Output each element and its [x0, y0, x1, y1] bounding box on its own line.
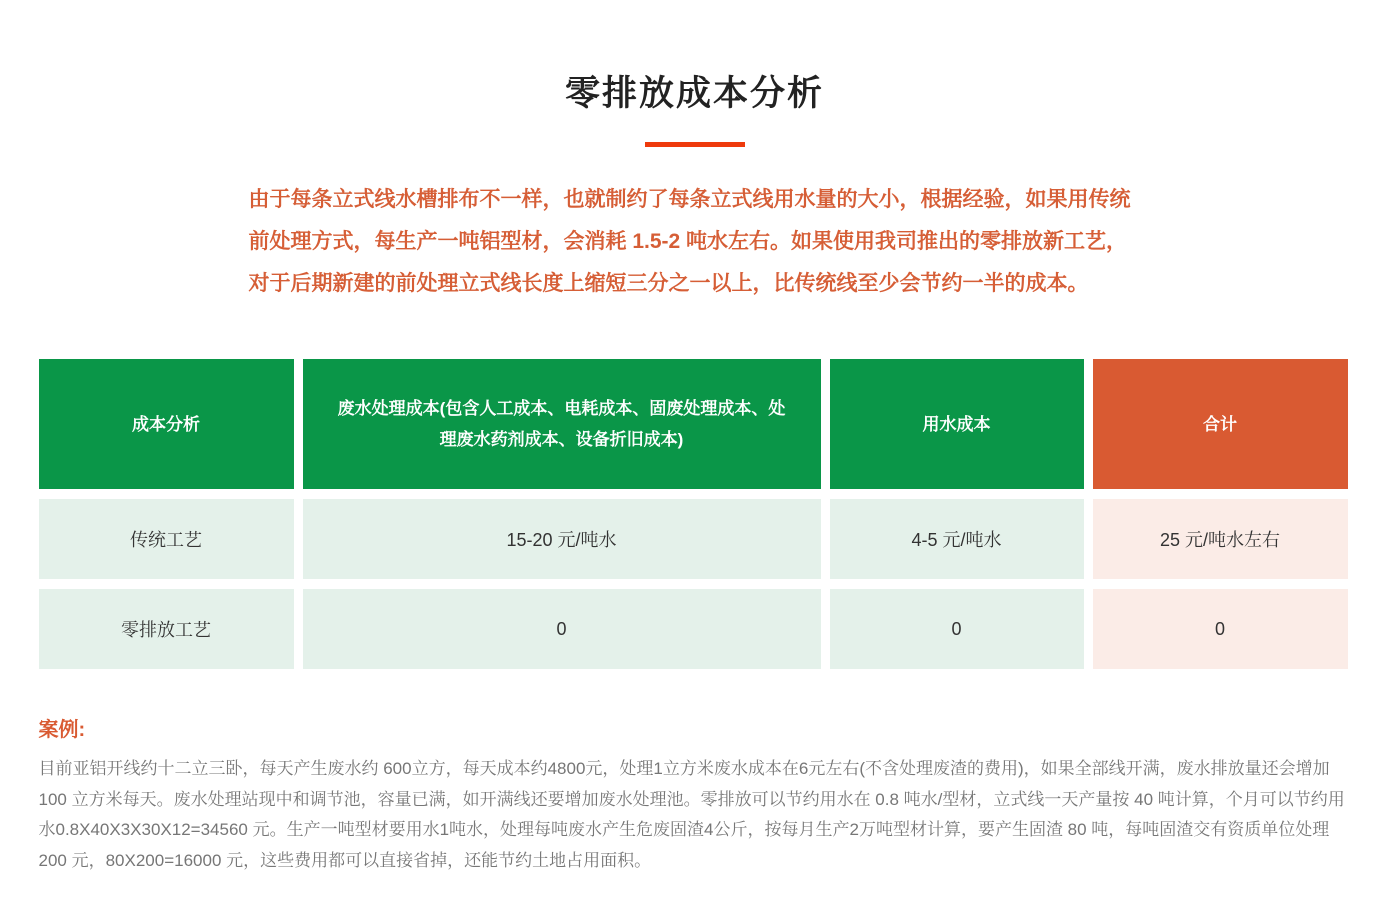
title-divider — [645, 142, 745, 147]
table-header-total: 合计 — [1093, 359, 1348, 489]
table-header-wastewater-cost: 废水处理成本(包含人工成本、电耗成本、固废处理成本、处理废水药剂成本、设备折旧成本) — [303, 359, 821, 489]
table-cell-row2-wastewater: 0 — [303, 589, 821, 669]
table-cell-row1-water: 4-5 元/吨水 — [830, 499, 1084, 579]
table-header-water-cost: 用水成本 — [830, 359, 1084, 489]
cost-table — [39, 359, 1351, 669]
case-study-body: 目前亚铝开线约十二立三卧，每天产生废水约 600立方，每天成本约4800元，处理1立方米废水成本在6元左右(不含处理废渣的费用)，如果全部线开满，废水排放量还会增加 100 立方米每天。废水处理站现中和调节池，容量已满，如开满线还要增加废水处理池。零排放可以节约用水在 0.8 吨水/型材，立式线一天产量按 40 吨计算，个月可以节约用水0.8X40X3X30X12=34560 元。生产一吨型材要用水1吨水，处理每吨废水产生危废固渣4公斤，按每月生产2万吨型材计算，要产生固渣 80 吨，每吨固渣交有资质单位处理 200 元，80X200=16000 元，这些费用都可以直接省掉，还能节约土地占用面积。 — [38, 759, 1345, 870]
table-cell-row1-wastewater: 15-20 元/吨水 — [303, 499, 821, 579]
table-cell-row1-total: 25 元/吨水左右 — [1093, 499, 1348, 579]
table-cell-row1-process: 传统工艺 — [39, 499, 294, 579]
intro-paragraph: 由于每条立式线水槽排布不一样，也就制约了每条立式线用水量的大小，根据经验，如果用传统前处理方式，每生产一吨铝型材，会消耗 1.5-2 吨水左右。如果使用我司推出的零排放新工艺，对于后期新建的前处理立式线长度上缩短三分之一以上，比传统线至少会节约一半的成本。 — [248, 188, 1131, 295]
table-cell-row2-total: 0 — [1093, 589, 1348, 669]
table-header-cost-analysis: 成本分析 — [39, 359, 294, 489]
page-title: 零排放成本分析 — [564, 74, 824, 113]
table-cell-row2-process: 零排放工艺 — [39, 589, 294, 669]
case-study-section — [39, 713, 1351, 876]
table-cell-row2-water: 0 — [830, 589, 1084, 669]
case-study-label: 案例: — [38, 719, 86, 741]
